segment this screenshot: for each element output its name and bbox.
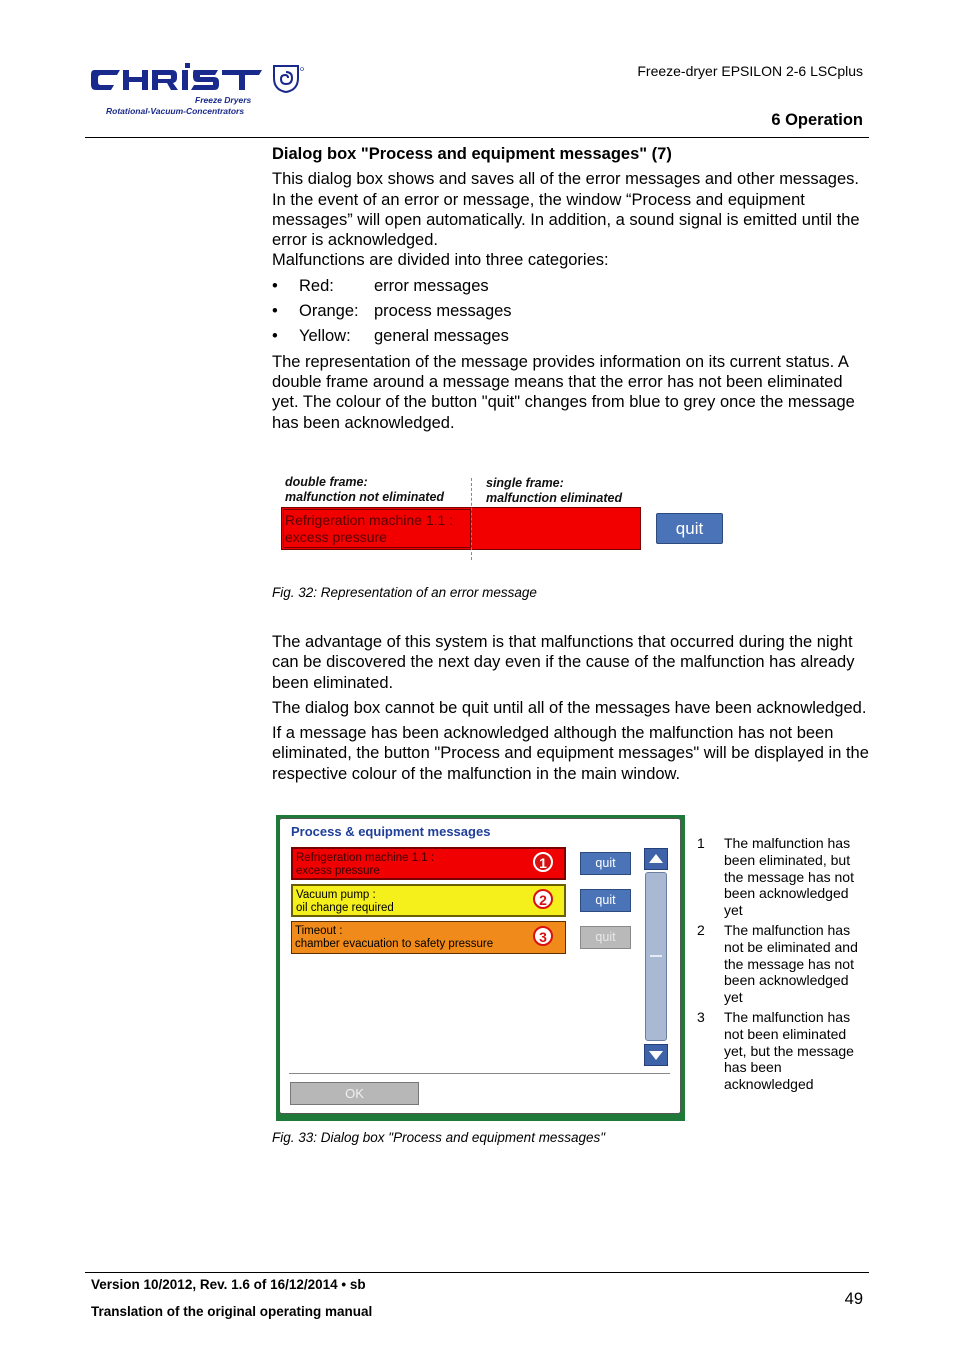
- legend-item-1: [697, 835, 867, 919]
- category-label: Red:: [299, 276, 334, 295]
- bullet: •: [272, 276, 278, 295]
- footer-version: Version 10/2012, Rev. 1.6 of 16/12/2014 • sb: [91, 1277, 366, 1292]
- header-rule: [85, 137, 869, 138]
- header-product-name: Freeze-dryer EPSILON 2-6 LSCplus: [637, 63, 863, 79]
- error-message-text: [285, 512, 453, 546]
- message-2-line2: oil change required: [296, 902, 394, 914]
- category-label: Orange:: [299, 302, 359, 321]
- message-row-2: [291, 884, 566, 917]
- bullet: •: [272, 302, 278, 321]
- christ-logo: [90, 62, 265, 96]
- footer-rule: [85, 1272, 869, 1273]
- annotation-double-title: double frame:: [285, 475, 368, 489]
- category-orange: [272, 301, 872, 321]
- legend-item-3: [697, 1009, 867, 1093]
- bullet: •: [272, 327, 278, 346]
- christ-emblem-icon: [272, 64, 304, 94]
- callout-3-badge: 3: [533, 926, 553, 946]
- section-heading: Dialog box "Process and equipment messages" (7): [272, 145, 672, 163]
- paragraph-main-window: If a message has been acknowledged although the malfunction has not been eliminated, the button "Process and equipment messages" will be displayed in the respective colour of the malfunction in the main window.: [272, 724, 869, 783]
- paragraph-categories-intro: Malfunctions are divided into three categories:: [272, 251, 609, 270]
- message-1-line1: Refrigeration machine 1.1 :: [296, 852, 435, 864]
- quit-button-2[interactable]: quit: [580, 889, 631, 912]
- category-text: error messages: [374, 276, 489, 295]
- callout-2-badge: 2: [533, 889, 553, 909]
- legend-text: The malfunction has been eliminated, but the message has not been acknowledged yet: [724, 835, 854, 919]
- legend-number: 1: [697, 835, 705, 851]
- footer-translation: Translation of the original operating manual: [91, 1304, 373, 1319]
- dialog-separator: [289, 1073, 670, 1074]
- annotation-double-desc: malfunction not eliminated: [285, 490, 445, 504]
- figure-32-caption: Fig. 32: Representation of an error message: [272, 585, 537, 600]
- legend-number: 3: [697, 1008, 705, 1025]
- message-row-3: [291, 921, 566, 954]
- figure-33-legend: [697, 835, 867, 1096]
- quit-button[interactable]: quit: [656, 513, 723, 544]
- scrollbar-grip[interactable]: [650, 955, 662, 957]
- message-3-line1: Timeout :: [295, 925, 343, 937]
- annotation-single-desc: malfunction eliminated: [486, 491, 623, 505]
- legend-number: 2: [697, 921, 705, 938]
- annotation-single-title: single frame:: [486, 476, 564, 490]
- dialog-title: Process & equipment messages: [291, 824, 491, 839]
- category-label: Yellow:: [299, 327, 351, 346]
- quit-button-1[interactable]: quit: [580, 852, 631, 875]
- message-2-line1: Vacuum pump :: [296, 889, 376, 901]
- figure-33-caption: Fig. 33: Dialog box "Process and equipment messages": [272, 1130, 606, 1145]
- legend-text: The malfunction has not been eliminated yet, but the message has been acknowledged: [724, 1008, 854, 1093]
- logo-subtitle-concentrators: Rotational-Vacuum-Concentrators: [106, 106, 245, 116]
- error-message-line2: excess pressure: [285, 529, 387, 545]
- category-text: general messages: [374, 327, 509, 346]
- callout-1-badge: 1: [533, 852, 553, 872]
- category-red: [272, 276, 872, 296]
- paragraph-advantage: The advantage of this system is that malfunctions that occurred during the night can be discovered the next day even if the cause of the malfunction has already been eliminated.: [272, 633, 855, 692]
- annotation-single-frame: [486, 476, 622, 506]
- scroll-up-button[interactable]: [644, 848, 668, 870]
- message-3-line2: chamber evacuation to safety pressure: [295, 938, 494, 950]
- quit-button-3-acknowledged[interactable]: quit: [580, 926, 631, 949]
- arrow-down-icon: [645, 1045, 667, 1065]
- category-yellow: [272, 326, 872, 346]
- message-1-line2: excess pressure: [296, 865, 380, 877]
- logo-subtitle-freeze-dryers: Freeze Dryers: [195, 95, 252, 105]
- header-chapter: 6 Operation: [771, 111, 863, 129]
- section-text-top: [272, 144, 872, 433]
- legend-text: The malfunction has not be eliminated and the message has not been acknowledged yet: [724, 921, 858, 1006]
- section-text-middle: [272, 632, 872, 784]
- annotation-double-frame: [285, 475, 444, 505]
- message-row-1: [291, 847, 566, 880]
- paragraph-intro: This dialog box shows and saves all of the error messages and other messages. In the event of an error or message, the window “Process and equipment messages” will open automatically. In addition, a sound signal is emitted until the error is acknowledged.: [272, 170, 860, 250]
- category-text: process messages: [374, 302, 512, 321]
- legend-item-2: [697, 922, 867, 1006]
- paragraph-representation: The representation of the message provides information on its current status. A double frame around a message means that the error has not been eliminated yet. The colour of the button "quit" changes from blue to grey once the message has been acknowledged.: [272, 352, 855, 432]
- error-message-line1: Refrigeration machine 1.1 :: [285, 512, 454, 528]
- paragraph-cannot-quit: The dialog box cannot be quit until all of the messages have been acknowledged.: [272, 698, 867, 717]
- page-number: 49: [844, 1290, 863, 1308]
- ok-button[interactable]: OK: [290, 1082, 419, 1105]
- arrow-up-icon: [645, 849, 667, 869]
- scroll-down-button[interactable]: [644, 1044, 668, 1066]
- frame-divider-line: [471, 478, 472, 560]
